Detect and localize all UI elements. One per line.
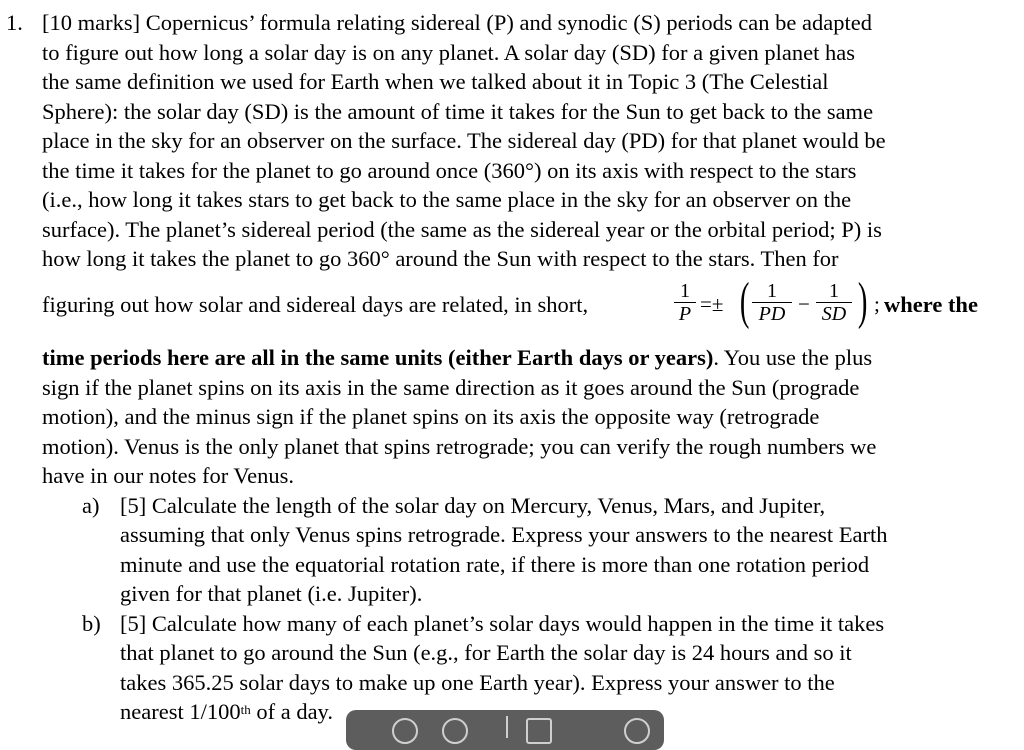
more-icon[interactable] [624, 718, 650, 744]
question-line: motion), and the minus sign if the planet spins on its axis the opposite way (retrograde [42, 404, 820, 429]
question-line: the time it takes for the planet to go around once (360°) on its axis with respect to the stars [42, 157, 857, 183]
circle-tool-icon-2[interactable] [442, 718, 468, 744]
bold-units-line [42, 343, 872, 373]
question-line: surface). The planet’s sidereal period (the same as the sidereal year or the orbital period; P) is [42, 216, 882, 242]
formula-minus: − [798, 292, 810, 316]
formula-equals-plusminus: =± [700, 292, 724, 316]
fraction-1-over-SD [816, 280, 852, 325]
part-b-label: b) [82, 610, 101, 636]
edit-icon[interactable] [526, 718, 552, 744]
fraction-1-over-P [674, 280, 696, 325]
question-line: motion). Venus is the only planet that spins retrograde; you can verify the rough numbers we [42, 433, 877, 459]
part-b-line: takes 365.25 solar days to make up one Earth year). Express your answer to the [120, 669, 835, 695]
formula-left-paren: ( [739, 273, 750, 330]
formula-numerator: 1 [829, 280, 839, 302]
bold-line-tail: . You use the plus [713, 345, 873, 370]
formula-PD: PD [758, 303, 786, 325]
question-line: place in the sky for an observer on the surface. The sidereal day (PD) for that planet would be [42, 128, 886, 153]
formula-numerator: 1 [767, 280, 777, 302]
part-a-line: minute and use the equatorial rotation rate, if there is more than one rotation period [120, 551, 870, 577]
question-number: 1. [6, 10, 23, 35]
toolbar-divider [506, 716, 508, 738]
question-line: Sphere): the solar day (SD) is the amount of time it takes for the Sun to get back to the same [42, 98, 874, 124]
formula-semicolon: ; [874, 292, 880, 316]
part-a-label: a) [82, 492, 100, 518]
part-b-line: that planet to go around the Sun (e.g., for Earth the solar day is 24 hours and so it [120, 640, 852, 665]
question-line: sign if the planet spins on its axis in the same direction as it goes around the Sun (prograde [42, 374, 860, 400]
question-line: how long it takes the planet to go 360° around the Sun with respect to the stars. Then for [42, 246, 839, 271]
formula-SD: SD [821, 303, 847, 325]
circle-tool-icon[interactable] [392, 718, 418, 744]
question-line: (i.e., how long it takes stars to get back to the same place in the sky for an observer on the [42, 187, 852, 212]
formula-right-paren: ) [857, 273, 868, 330]
part-a-line: given for that planet (i.e. Jupiter). [120, 581, 423, 606]
part-b-last-line: nearest 1/100th of a day. [120, 699, 333, 724]
part-a-line: assuming that only Venus spins retrograde. Express your answers to the nearest Earth [120, 522, 888, 547]
formula-numerator: 1 [680, 280, 690, 302]
part-b-line: [5] Calculate how many of each planet’s solar days would happen in the time it takes [120, 610, 885, 636]
bold-units-text: time periods here are all in the same units (either Earth days or years) [42, 345, 714, 370]
question-line: the same definition we used for Earth when we talked about it in Topic 3 (The Celestial [42, 69, 829, 94]
fraction-1-over-PD [752, 280, 792, 325]
floating-toolbar[interactable] [346, 710, 664, 750]
formula-after-text: where the [884, 292, 978, 317]
question-line: to figure out how long a solar day is on any planet. A solar day (SD) for a given planet has [42, 39, 855, 65]
formula-intro: figuring out how solar and sidereal days are related, in short, [42, 292, 589, 317]
part-a-line: [5] Calculate the length of the solar day on Mercury, Venus, Mars, and Jupiter, [120, 492, 826, 518]
solar-day-formula [668, 273, 988, 344]
question-line: have in our notes for Venus. [42, 463, 295, 488]
question-line: [10 marks] Copernicus’ formula relating sidereal (P) and synodic (S) periods can be adapted [42, 10, 872, 35]
formula-P: P [678, 303, 692, 325]
